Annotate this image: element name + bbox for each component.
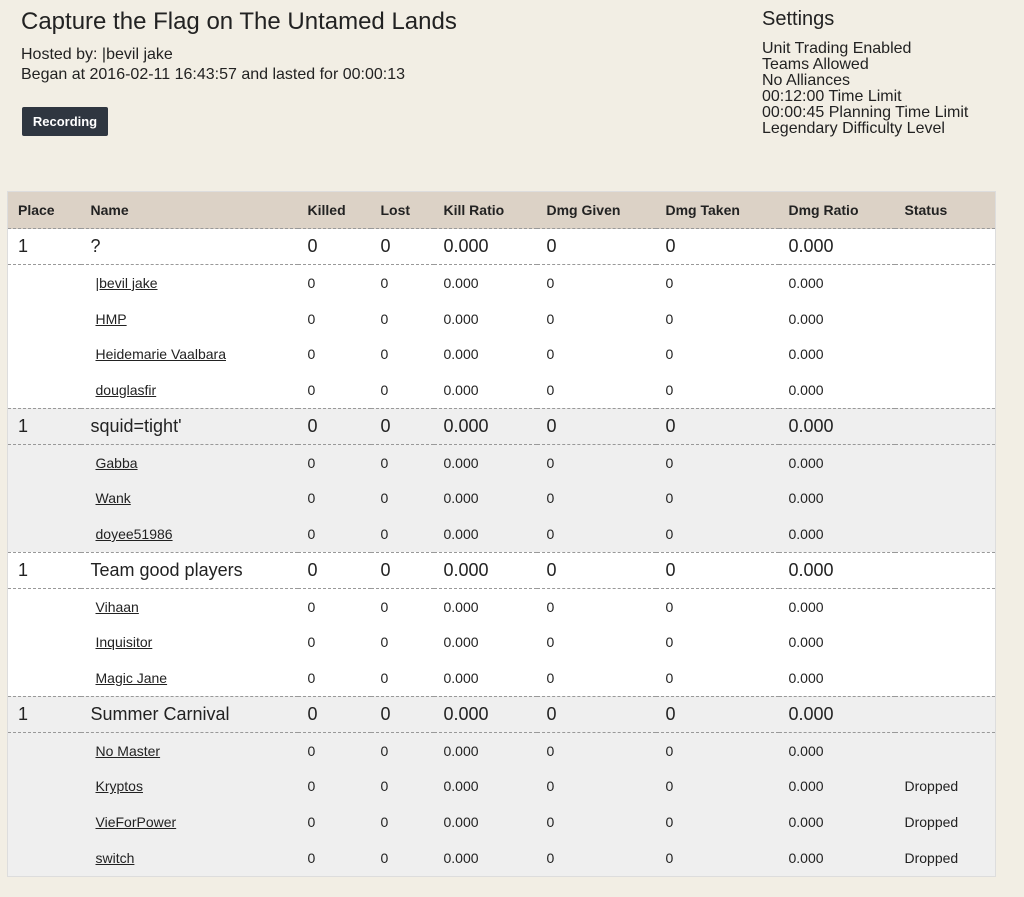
player-killed: 0	[298, 769, 371, 805]
player-lost: 0	[371, 732, 434, 768]
team-killed: 0	[298, 552, 371, 588]
team-dmg-given: 0	[537, 696, 656, 732]
col-header-killed: Killed	[298, 192, 371, 229]
player-place	[8, 372, 81, 408]
player-status	[895, 480, 996, 516]
col-header-dmg-given: Dmg Given	[537, 192, 656, 229]
player-row	[8, 516, 996, 552]
team-name: ?	[81, 229, 298, 265]
player-dmg-ratio: 0.000	[788, 310, 824, 327]
team-lost: 0	[371, 696, 434, 732]
player-kill-ratio: 0.000	[434, 480, 537, 516]
player-kill-ratio: 0.000	[443, 634, 479, 651]
player-dmg-given: 0	[537, 732, 656, 768]
player-link[interactable]: No Master	[95, 742, 161, 759]
player-place	[8, 804, 81, 840]
recording-button[interactable]: Recording	[22, 107, 108, 136]
player-dmg-taken: 0	[665, 670, 674, 687]
team-name: squid=tight'	[81, 408, 298, 444]
team-status	[895, 408, 996, 444]
player-link[interactable]: switch	[95, 849, 135, 866]
team-dmg-ratio: 0.000	[779, 696, 895, 732]
player-name-cell	[81, 804, 298, 840]
player-place	[8, 732, 81, 768]
player-dmg-taken: 0	[665, 598, 674, 615]
player-lost: 0	[371, 480, 434, 516]
team-row	[8, 229, 996, 265]
team-place: 1	[8, 696, 81, 732]
col-header-kill-ratio: Kill Ratio	[434, 192, 537, 229]
player-status: Dropped	[895, 769, 996, 805]
player-status	[895, 301, 996, 337]
player-dmg-given: 0	[546, 310, 555, 327]
player-dmg-given: 0	[546, 598, 555, 615]
player-dmg-ratio: 0.000	[788, 670, 824, 687]
team-dmg-taken: 0	[656, 696, 779, 732]
player-name-cell	[81, 769, 298, 805]
setting-item: No Alliances	[762, 72, 851, 89]
player-kill-ratio: 0.000	[434, 732, 537, 768]
player-killed: 0	[298, 732, 371, 768]
player-status	[895, 732, 996, 768]
team-kill-ratio: 0.000	[434, 229, 537, 265]
player-killed: 0	[298, 804, 371, 840]
player-place	[8, 840, 81, 876]
player-dmg-given: 0	[537, 444, 656, 480]
col-header-name: Name	[81, 192, 298, 229]
player-place	[8, 625, 81, 661]
col-header-status: Status	[895, 192, 996, 229]
team-dmg-taken: 0	[656, 408, 779, 444]
player-dmg-taken: 0	[665, 381, 674, 398]
player-dmg-taken: 0	[665, 346, 674, 363]
team-killed: 0	[298, 408, 371, 444]
team-kill-ratio: 0.000	[434, 552, 537, 588]
player-dmg-given: 0	[546, 634, 555, 651]
team-dmg-ratio: 0.000	[779, 408, 895, 444]
player-killed: 0	[307, 634, 316, 651]
player-dmg-ratio: 0.000	[779, 444, 895, 480]
results-table	[7, 191, 996, 877]
player-link[interactable]: Vihaan	[95, 598, 139, 615]
player-link[interactable]: douglasfir	[95, 381, 157, 398]
col-header-dmg-taken: Dmg Taken	[656, 192, 779, 229]
player-link[interactable]: Wank	[95, 490, 131, 507]
team-dmg-taken: 0	[656, 552, 779, 588]
player-status	[895, 372, 996, 408]
settings-title: Settings	[762, 8, 835, 30]
player-lost: 0	[380, 598, 389, 615]
player-dmg-ratio: 0.000	[788, 598, 824, 615]
player-row	[8, 301, 996, 337]
team-lost: 0	[371, 552, 434, 588]
player-link[interactable]: VieForPower	[95, 814, 177, 831]
player-link[interactable]: |bevil jake	[95, 274, 158, 291]
team-row	[8, 552, 996, 588]
player-place	[8, 769, 81, 805]
player-row	[8, 588, 996, 624]
team-dmg-given: 0	[537, 229, 656, 265]
player-lost: 0	[380, 634, 389, 651]
player-place	[8, 336, 81, 372]
team-status	[895, 552, 996, 588]
team-kill-ratio: 0.000	[434, 696, 537, 732]
player-name-cell	[81, 480, 298, 516]
player-lost: 0	[380, 381, 389, 398]
player-dmg-taken: 0	[665, 274, 674, 291]
player-dmg-given: 0	[537, 516, 656, 552]
col-header-dmg-ratio: Dmg Ratio	[779, 192, 895, 229]
player-killed: 0	[307, 598, 316, 615]
player-link[interactable]: HMP	[95, 310, 127, 327]
player-lost: 0	[371, 840, 434, 876]
player-status	[895, 336, 996, 372]
results-body	[8, 229, 996, 877]
player-dmg-taken: 0	[665, 634, 674, 651]
setting-item: Teams Allowed	[762, 56, 869, 73]
player-dmg-given: 0	[537, 804, 656, 840]
player-row	[8, 840, 996, 876]
team-place: 1	[8, 229, 81, 265]
player-name-cell	[81, 588, 298, 624]
team-lost: 0	[371, 229, 434, 265]
player-dmg-taken: 0	[656, 732, 779, 768]
player-dmg-ratio: 0.000	[788, 381, 824, 398]
player-dmg-ratio: 0.000	[779, 769, 895, 805]
player-name-cell	[81, 301, 298, 337]
player-status	[895, 588, 996, 624]
player-name-cell	[81, 516, 298, 552]
team-kill-ratio: 0.000	[434, 408, 537, 444]
team-status	[895, 229, 996, 265]
team-place: 1	[8, 552, 81, 588]
player-link[interactable]: Inquisitor	[95, 634, 153, 651]
player-status	[895, 625, 996, 661]
player-dmg-ratio: 0.000	[779, 840, 895, 876]
player-killed: 0	[307, 310, 316, 327]
settings-list	[762, 41, 968, 137]
team-row	[8, 696, 996, 732]
player-killed: 0	[307, 381, 316, 398]
player-dmg-given: 0	[537, 769, 656, 805]
team-name: Team good players	[81, 552, 298, 588]
player-dmg-given: 0	[546, 381, 555, 398]
player-row	[8, 444, 996, 480]
began-at: Began at 2016-02-11 16:43:57 and lasted for 00:00:13	[21, 66, 406, 83]
player-status	[895, 516, 996, 552]
player-status	[895, 660, 996, 696]
team-dmg-taken: 0	[656, 229, 779, 265]
hosted-by: Hosted by: |bevil jake	[21, 46, 173, 63]
player-kill-ratio: 0.000	[434, 804, 537, 840]
player-dmg-taken: 0	[656, 840, 779, 876]
team-name: Summer Carnival	[81, 696, 298, 732]
player-dmg-given: 0	[546, 670, 555, 687]
col-header-lost: Lost	[371, 192, 434, 229]
setting-item: Legendary Difficulty Level	[762, 120, 945, 137]
player-status: Dropped	[895, 804, 996, 840]
player-link[interactable]: doyee51986	[95, 525, 173, 542]
col-header-place: Place	[8, 192, 81, 229]
player-dmg-given: 0	[537, 480, 656, 516]
player-lost: 0	[371, 516, 434, 552]
player-kill-ratio: 0.000	[443, 670, 479, 687]
player-row	[8, 660, 996, 696]
player-kill-ratio: 0.000	[443, 346, 479, 363]
player-kill-ratio: 0.000	[434, 769, 537, 805]
player-row	[8, 804, 996, 840]
team-row	[8, 408, 996, 444]
player-row	[8, 625, 996, 661]
player-dmg-taken: 0	[656, 769, 779, 805]
player-dmg-ratio: 0.000	[788, 346, 824, 363]
player-dmg-taken: 0	[665, 310, 674, 327]
table-header-row	[8, 192, 996, 229]
player-row	[8, 732, 996, 768]
player-link[interactable]: Heidemarie Vaalbara	[95, 346, 226, 363]
player-name-cell	[81, 660, 298, 696]
player-killed: 0	[298, 516, 371, 552]
player-lost: 0	[380, 346, 389, 363]
player-link[interactable]: Gabba	[95, 454, 138, 471]
player-dmg-taken: 0	[656, 804, 779, 840]
player-name-cell	[81, 732, 298, 768]
player-lost: 0	[380, 310, 389, 327]
player-killed: 0	[298, 480, 371, 516]
player-dmg-ratio: 0.000	[788, 634, 824, 651]
player-dmg-given: 0	[537, 840, 656, 876]
player-dmg-taken: 0	[656, 444, 779, 480]
player-killed: 0	[307, 346, 316, 363]
player-dmg-given: 0	[546, 274, 555, 291]
player-killed: 0	[307, 670, 316, 687]
player-dmg-ratio: 0.000	[779, 804, 895, 840]
player-killed: 0	[298, 444, 371, 480]
team-dmg-given: 0	[537, 408, 656, 444]
player-name-cell	[81, 336, 298, 372]
player-place	[8, 516, 81, 552]
player-link[interactable]: Kryptos	[95, 778, 143, 795]
player-name-cell	[81, 444, 298, 480]
player-kill-ratio: 0.000	[443, 310, 479, 327]
player-dmg-ratio: 0.000	[779, 732, 895, 768]
player-place	[8, 444, 81, 480]
player-lost: 0	[371, 804, 434, 840]
player-place	[8, 588, 81, 624]
player-dmg-ratio: 0.000	[779, 480, 895, 516]
player-place	[8, 265, 81, 301]
team-killed: 0	[298, 696, 371, 732]
player-kill-ratio: 0.000	[443, 598, 479, 615]
player-place	[8, 480, 81, 516]
team-status	[895, 696, 996, 732]
page-title: Capture the Flag on The Untamed Lands	[21, 8, 457, 35]
player-kill-ratio: 0.000	[434, 444, 537, 480]
player-row	[8, 336, 996, 372]
team-killed: 0	[298, 229, 371, 265]
player-place	[8, 301, 81, 337]
team-dmg-ratio: 0.000	[779, 552, 895, 588]
player-lost: 0	[371, 769, 434, 805]
player-kill-ratio: 0.000	[443, 381, 479, 398]
team-dmg-ratio: 0.000	[779, 229, 895, 265]
player-lost: 0	[380, 670, 389, 687]
team-dmg-given: 0	[537, 552, 656, 588]
team-place: 1	[8, 408, 81, 444]
player-row	[8, 769, 996, 805]
player-status: Dropped	[895, 840, 996, 876]
team-lost: 0	[371, 408, 434, 444]
setting-item: 00:00:45 Planning Time Limit	[762, 104, 969, 121]
player-killed: 0	[298, 840, 371, 876]
setting-item: 00:12:00 Time Limit	[762, 88, 902, 105]
player-dmg-taken: 0	[656, 480, 779, 516]
player-dmg-ratio: 0.000	[788, 274, 824, 291]
player-dmg-given: 0	[546, 346, 555, 363]
player-kill-ratio: 0.000	[434, 516, 537, 552]
player-row	[8, 480, 996, 516]
settings-panel	[762, 8, 968, 137]
player-lost: 0	[371, 444, 434, 480]
player-kill-ratio: 0.000	[434, 840, 537, 876]
player-row	[8, 372, 996, 408]
player-status	[895, 444, 996, 480]
player-name-cell	[81, 265, 298, 301]
player-row	[8, 265, 996, 301]
player-killed: 0	[307, 274, 316, 291]
setting-item: Unit Trading Enabled	[762, 40, 912, 57]
player-lost: 0	[380, 274, 389, 291]
player-dmg-taken: 0	[656, 516, 779, 552]
player-name-cell	[81, 372, 298, 408]
player-place	[8, 660, 81, 696]
player-dmg-ratio: 0.000	[779, 516, 895, 552]
player-status	[895, 265, 996, 301]
player-link[interactable]: Magic Jane	[95, 670, 168, 687]
player-name-cell	[81, 625, 298, 661]
player-kill-ratio: 0.000	[443, 274, 479, 291]
player-name-cell	[81, 840, 298, 876]
